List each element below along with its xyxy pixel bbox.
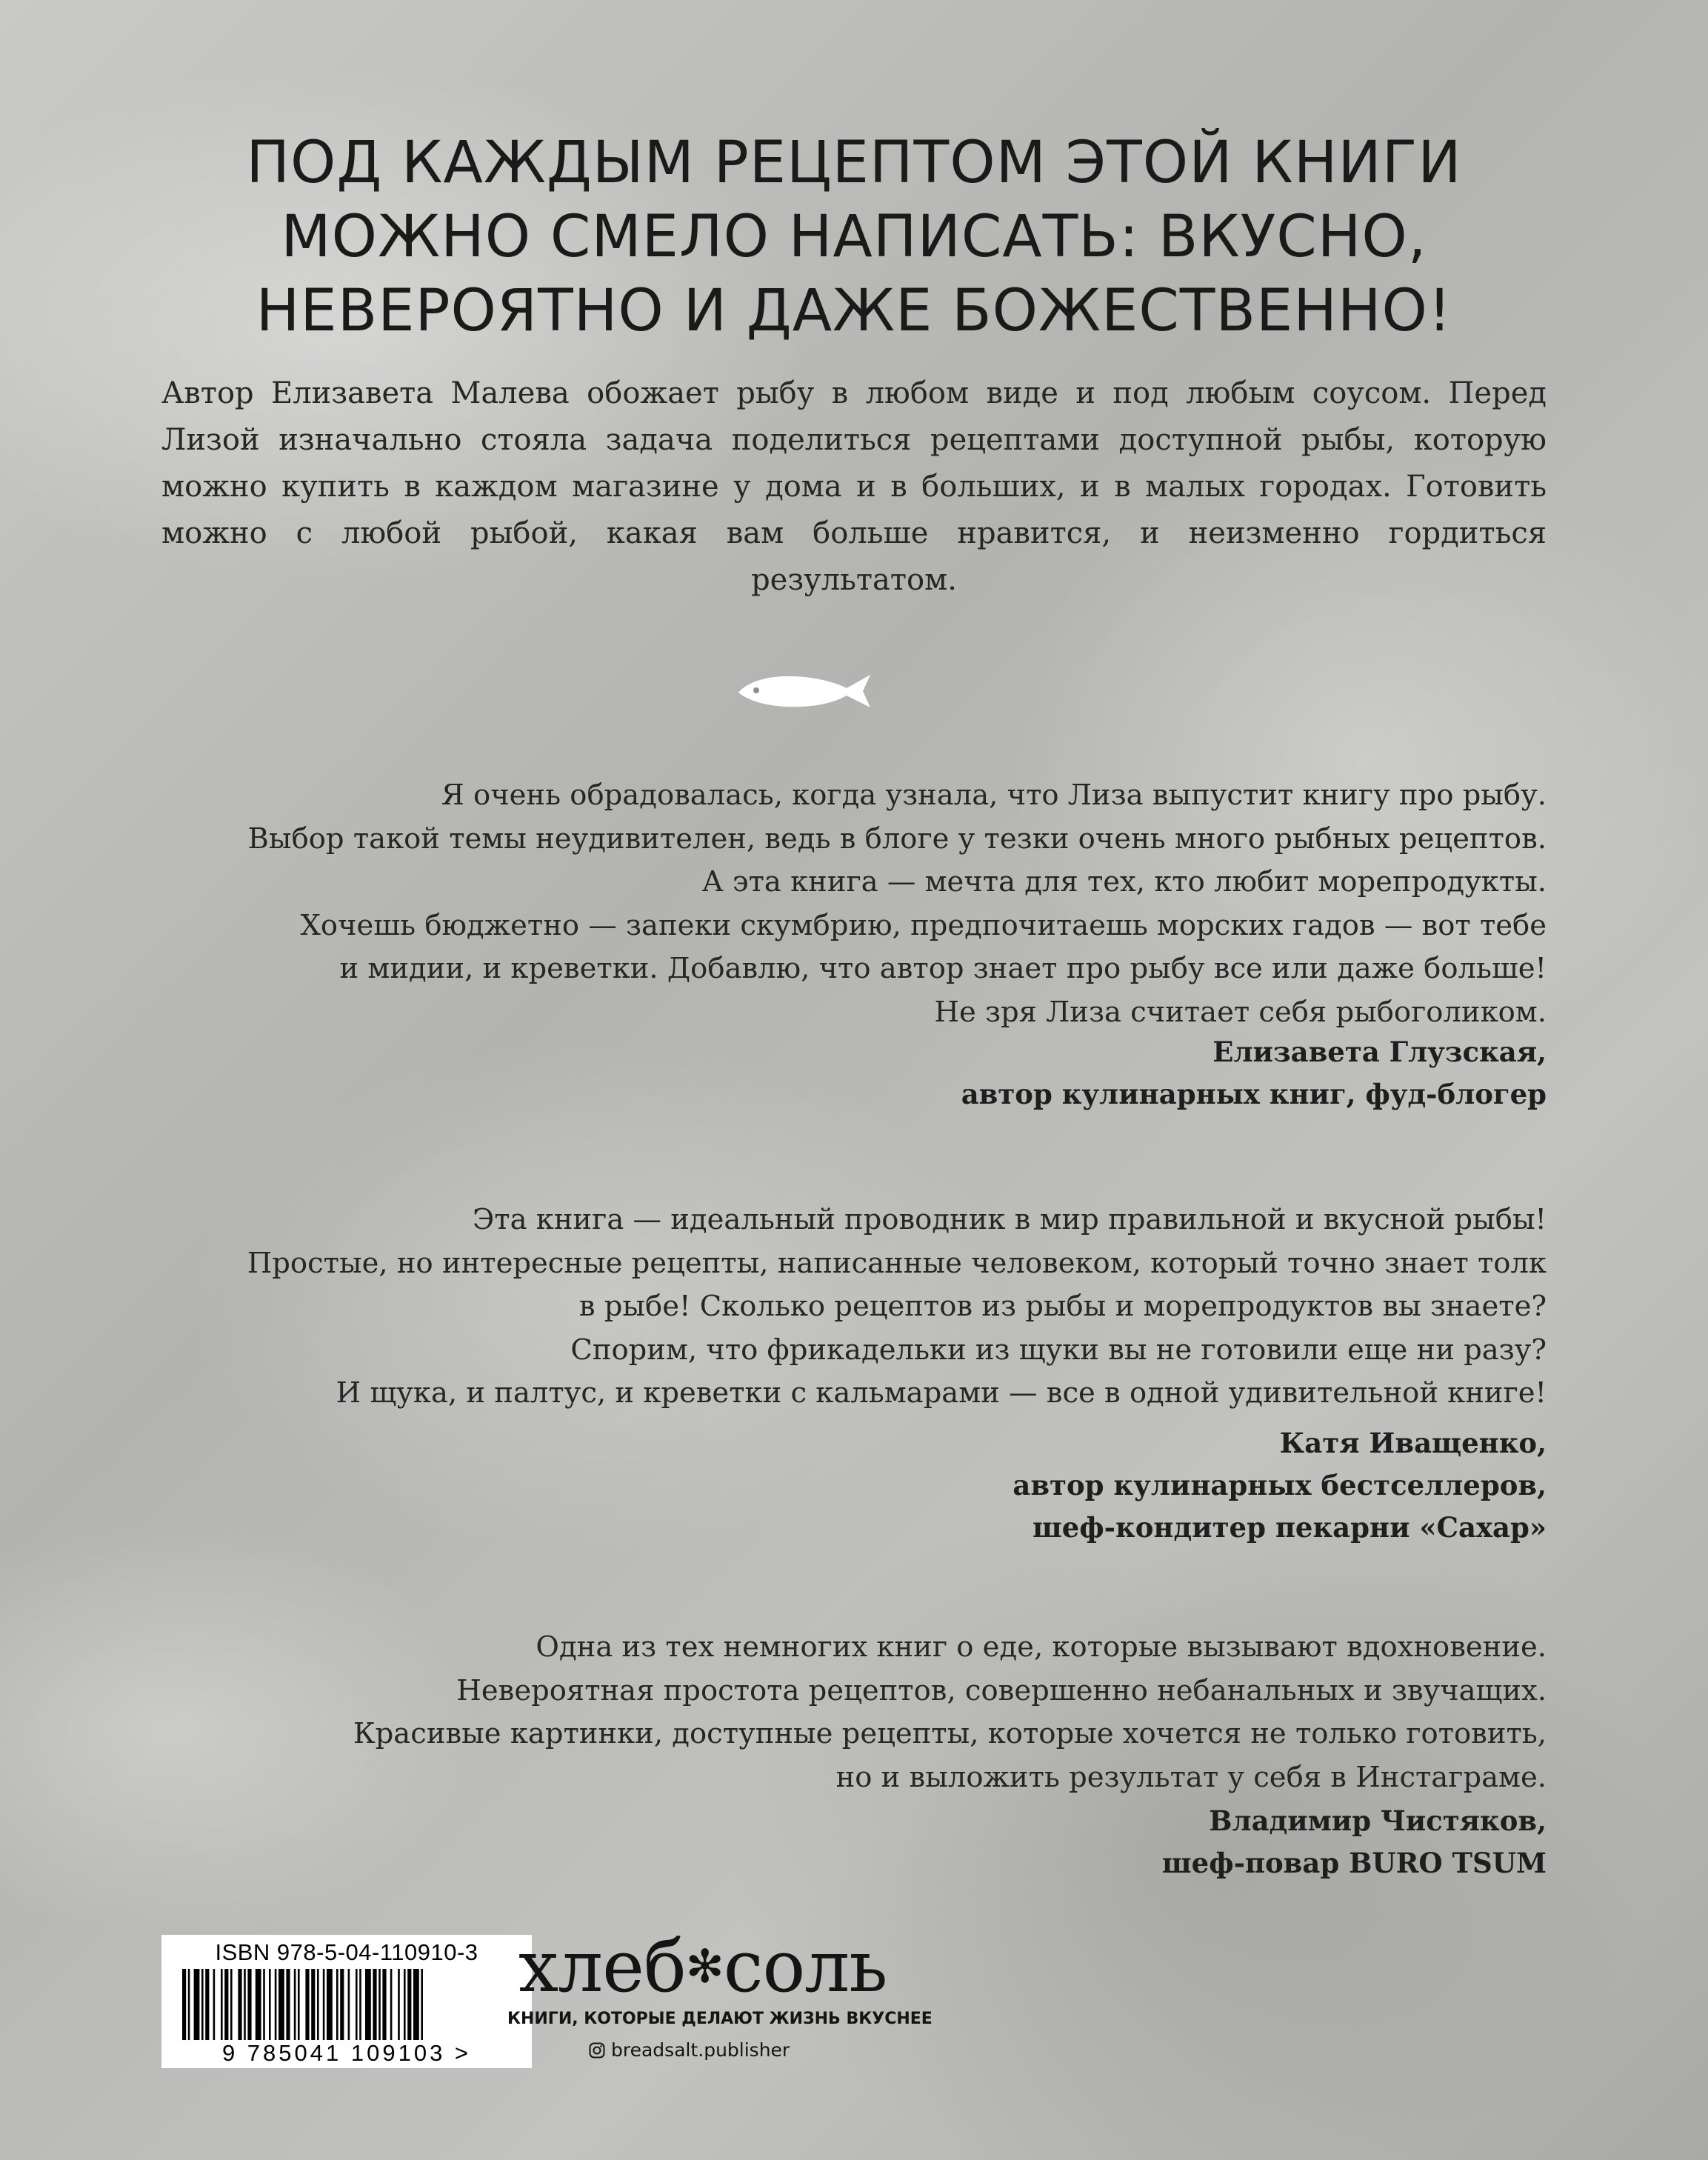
- instagram-handle: [589, 2036, 790, 2065]
- quote-1: [248, 774, 1547, 1034]
- quote-line: Выбор такой темы неудивителен, ведь в блоге у тезки очень много рыбных рецептов.: [247, 821, 1547, 856]
- barcode-icon: [182, 1969, 511, 2040]
- quote-line: в рыбе! Сколько рецептов из рыбы и морепродуктов вы знаете?: [578, 1290, 1547, 1323]
- headline-line: НЕВЕРОЯТНО И ДАЖЕ БОЖЕСТВЕННО!: [256, 278, 1452, 344]
- signature-name: Владимир Чистяков,: [1209, 1804, 1547, 1837]
- quote-line: Эта книга — идеальный проводник в мир правильной и вкусной рыбы!: [472, 1203, 1547, 1236]
- signature-name: Катя Иващенко,: [1279, 1427, 1547, 1459]
- quote-line: Красивые картинки, доступные рецепты, которые хочется не только готовить,: [353, 1717, 1547, 1750]
- headline: [148, 126, 1560, 348]
- quote-line: Одна из тех немногих книг о еде, которые вызывают вдохновение.: [536, 1630, 1547, 1664]
- quote-line: Хочешь бюджетно — запеки скумбрию, предпочитаешь морских гадов — вот тебе: [300, 908, 1547, 942]
- quote-line: Я очень обрадовалась, когда узнала, что Лиза выпустит книгу про рыбу.: [441, 779, 1547, 812]
- barcode-digits: 9 785041 109103 >: [221, 2040, 472, 2066]
- barcode-box: [161, 1935, 532, 2068]
- quote-3-signature: [1162, 1800, 1547, 1884]
- quote-line: Спорим, что фрикадельки из щуки вы не готовили еще ни разу?: [570, 1333, 1547, 1367]
- signature-name: Елизавета Глузская,: [1212, 1036, 1547, 1068]
- headline-line: МОЖНО СМЕЛО НАПИСАТЬ: ВКУСНО,: [281, 204, 1427, 270]
- logo-right: соль: [723, 1925, 887, 2008]
- quote-line: Простые, но интересные рецепты, написанные человеком, который точно знает толк: [247, 1246, 1547, 1280]
- instagram-text: breadsalt.publisher: [611, 2039, 790, 2061]
- intro-line: результатом.: [751, 563, 957, 597]
- quote-line: Не зря Лиза считает себя рыбоголиком.: [934, 995, 1547, 1029]
- quote-line: А эта книга — мечта для тех, кто любит морепродукты.: [701, 865, 1547, 899]
- fish-icon: [737, 670, 874, 711]
- quote-line: И щука, и палтус, и креветки с кальмарами — все в одной удивительной книге!: [336, 1376, 1547, 1410]
- intro-line: Лизой изначально стояла задача поделиться рецептами доступной рыбы, которую: [161, 423, 1547, 457]
- instagram-icon: [589, 2042, 605, 2059]
- isbn-text: ISBN 978-5-04-110910-3: [215, 1939, 478, 1965]
- quote-2: [247, 1199, 1547, 1416]
- intro-paragraph: [161, 370, 1547, 604]
- quote-line: и мидии, и креветки. Добавлю, что автор знает про рыбу все или даже больше!: [339, 952, 1547, 985]
- signature-role: шеф-кондитер пекарни «Сахар»: [1032, 1511, 1547, 1544]
- quote-line: Невероятная простота рецептов, совершенно небанальных и звучащих.: [456, 1673, 1547, 1707]
- intro-line: Автор Елизавета Малева обожает рыбу в любом виде и под любым соусом. Перед: [161, 376, 1547, 410]
- publisher-tagline: КНИГИ, КОТОРЫЕ ДЕЛАЮТ ЖИЗНЬ ВКУСНЕЕ: [507, 2010, 933, 2028]
- quote-line: но и выложить результат у себя в Инстаграме.: [835, 1760, 1547, 1794]
- logo-left: хлеб: [518, 1925, 686, 2008]
- logo-star-icon: ✻: [685, 1939, 724, 1993]
- quote-3: [353, 1626, 1547, 1799]
- signature-role: автор кулинарных книг, фуд-блогер: [961, 1078, 1547, 1110]
- quote-1-signature: [961, 1031, 1547, 1116]
- publisher-logo: [518, 1925, 887, 2008]
- quote-2-signature: [1013, 1422, 1547, 1549]
- signature-role: автор кулинарных бестселлеров,: [1013, 1469, 1547, 1501]
- signature-role: шеф-повар BURO TSUM: [1161, 1847, 1547, 1879]
- headline-line: ПОД КАЖДЫМ РЕЦЕПТОМ ЭТОЙ КНИГИ: [246, 130, 1462, 196]
- intro-line: можно с любой рыбой, какая вам больше нравится, и неизменно гордиться: [161, 516, 1547, 550]
- intro-line: можно купить в каждом магазине у дома и в больших, и в малых городах. Готовить: [161, 470, 1547, 504]
